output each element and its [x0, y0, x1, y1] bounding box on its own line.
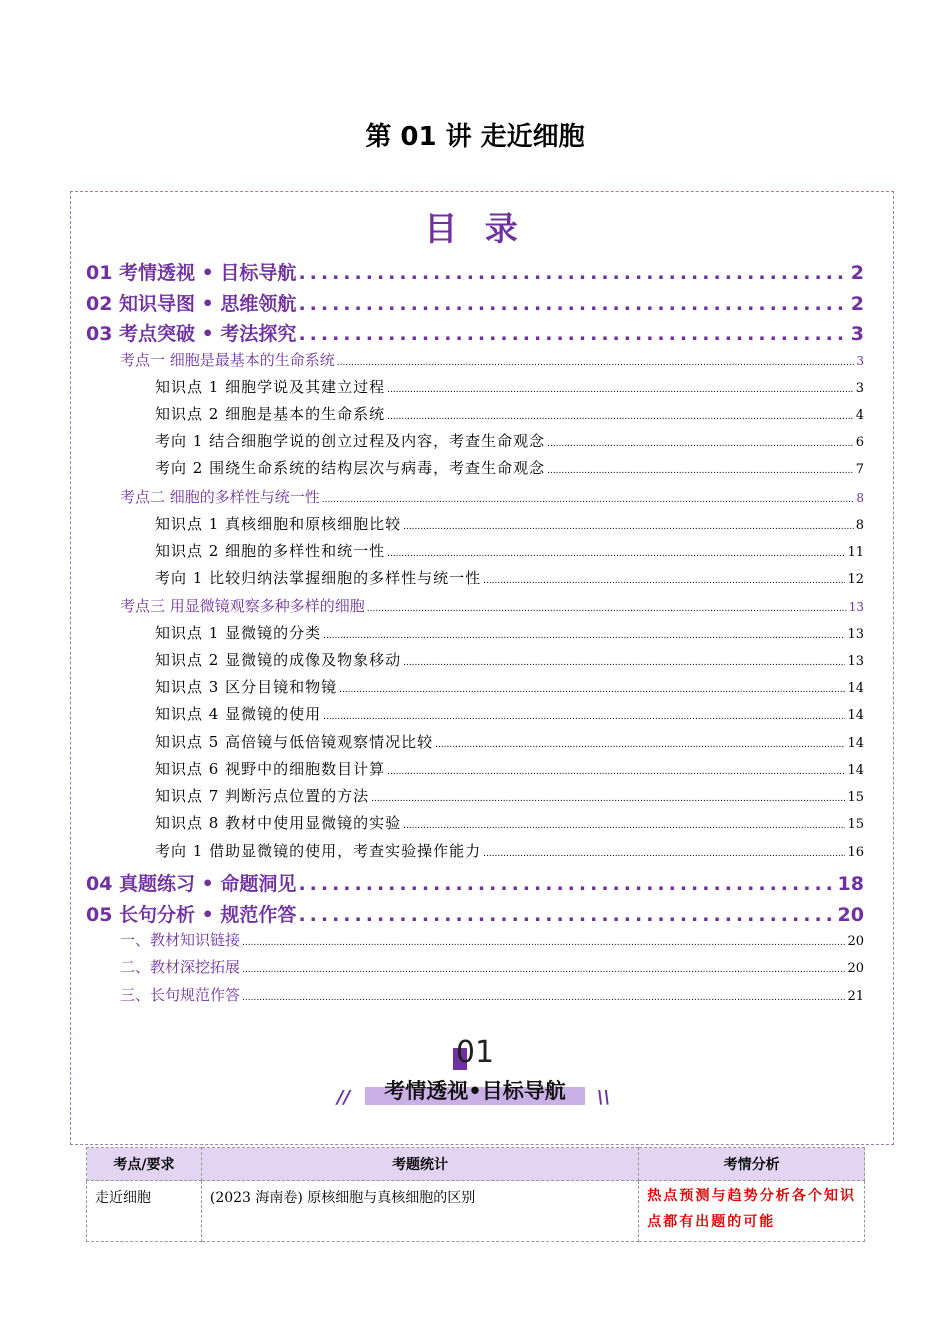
section-badge — [335, 1035, 615, 1115]
page-title: 第 01 讲 走近细胞 — [365, 122, 585, 152]
toc-leader-dots — [337, 358, 855, 368]
toc-entry-page: 15 — [847, 817, 864, 832]
toc-entry-label: 02 知识导图 • 思维领航 — [86, 293, 297, 315]
toc-leader-dots — [322, 495, 855, 505]
header-analysis: 考情分析 — [639, 1148, 865, 1181]
toc-leader-dots — [387, 412, 854, 422]
section-number: 01 — [455, 1035, 495, 1070]
cell-analysis: 热点预测与趋势分析各个知识点都有出题的可能 — [639, 1181, 865, 1242]
toc-entry-label: 知识点 2 细胞的多样性和统一性 — [155, 542, 386, 560]
toc-entry-page: 13 — [847, 627, 864, 642]
toc-entry[interactable] — [120, 486, 864, 512]
toc-entry[interactable] — [155, 430, 864, 456]
toc-entry[interactable] — [86, 258, 864, 288]
toc-leader-dots — [483, 849, 845, 859]
toc-leader-dots — [298, 904, 835, 926]
toc-leader-dots — [367, 604, 847, 614]
toc-entry-label: 一、教材知识链接 — [120, 931, 241, 949]
toc-entry-label: 知识点 1 真核细胞和原核细胞比较 — [155, 515, 402, 533]
toc-entry-page: 13 — [848, 600, 864, 614]
toc-leader-dots — [242, 938, 845, 948]
toc-entry-page: 3 — [856, 354, 864, 368]
cell-stat: (2023 海南卷) 原核细胞与真核细胞的区别 — [201, 1181, 638, 1242]
toc-entry-label: 考向 1 借助显微镜的使用，考查实验操作能力 — [155, 842, 482, 860]
toc-entry-label: 知识点 1 细胞学说及其建立过程 — [155, 378, 386, 396]
toc-leader-dots — [323, 712, 845, 722]
toc-entry-label: 考点二 细胞的多样性与统一性 — [120, 488, 320, 506]
toc-entry-label: 知识点 2 细胞是基本的生命系统 — [155, 405, 386, 423]
toc-entry-page: 14 — [847, 763, 864, 778]
toc-entry-label: 知识点 6 视野中的细胞数目计算 — [155, 760, 386, 778]
toc-leader-dots — [298, 873, 835, 895]
toc-leader-dots — [403, 522, 854, 532]
toc-leader-dots — [403, 821, 845, 831]
toc-entry[interactable] — [155, 513, 864, 539]
toc-entry-page: 20 — [837, 904, 864, 926]
header-stat: 考题统计 — [201, 1148, 638, 1181]
toc-entry-label: 知识点 5 高倍镜与低倍镜观察情况比较 — [155, 733, 434, 751]
toc-entry-label: 考向 1 结合细胞学说的创立过程及内容，考查生命观念 — [155, 432, 546, 450]
toc-leader-dots — [371, 794, 845, 804]
toc-entry-label: 知识点 2 显微镜的成像及物象移动 — [155, 651, 402, 669]
toc-leader-dots — [403, 658, 845, 668]
section-title: 考情透视•目标导航 — [384, 1079, 566, 1103]
cell-point: 走近细胞 — [87, 1181, 202, 1242]
toc-entry-page: 2 — [850, 293, 864, 315]
toc-entry-label: 考点一 细胞是最基本的生命系统 — [120, 351, 335, 369]
toc-leader-dots — [435, 740, 845, 750]
toc-leader-dots — [387, 549, 845, 559]
toc-entry-page: 3 — [850, 323, 864, 345]
toc-entry[interactable] — [86, 289, 864, 319]
toc-entry-page: 3 — [855, 381, 864, 396]
toc-entry[interactable] — [120, 349, 864, 375]
toc-leader-dots — [242, 965, 845, 975]
toc-entry[interactable] — [155, 540, 864, 566]
toc-leader-dots — [547, 439, 854, 449]
toc-leader-dots — [339, 685, 845, 695]
toc-entry[interactable] — [155, 840, 864, 866]
toc-entry[interactable] — [120, 929, 864, 955]
toc-entry-page: 21 — [847, 989, 864, 1004]
toc-entry[interactable] — [86, 869, 864, 899]
toc-entry-page: 16 — [847, 845, 864, 860]
toc-leader-dots — [547, 466, 854, 476]
toc-entry-label: 知识点 3 区分目镜和物镜 — [155, 678, 338, 696]
toc-entry-page: 14 — [847, 681, 864, 696]
toc-entry-page: 8 — [856, 491, 864, 505]
toc-heading: 目 录 — [424, 209, 526, 248]
toc-entry[interactable] — [120, 595, 864, 621]
toc-leader-dots — [483, 576, 845, 586]
toc-entry-label: 03 考点突破 • 考法探究 — [86, 323, 297, 345]
toc-leader-dots — [298, 262, 848, 284]
toc-entry-label: 三、长句规范作答 — [120, 986, 241, 1004]
toc-leader-dots — [323, 631, 845, 641]
toc-leader-dots — [298, 293, 848, 315]
toc-entry-label: 考向 2 围绕生命系统的结构层次与病毒，考查生命观念 — [155, 459, 546, 477]
toc-entry-label: 01 考情透视 • 目标导航 — [86, 262, 297, 284]
toc-entry[interactable] — [155, 676, 864, 702]
toc-entry-label: 04 真题练习 • 命题洞见 — [86, 873, 297, 895]
toc-entry[interactable] — [155, 376, 864, 402]
toc-entry-label: 知识点 8 教材中使用显微镜的实验 — [155, 814, 402, 832]
toc-leader-dots — [298, 323, 848, 345]
toc-entry-page: 15 — [847, 790, 864, 805]
toc-entry[interactable] — [155, 703, 864, 729]
header-point: 考点/要求 — [87, 1148, 202, 1181]
toc-entry-page: 2 — [850, 262, 864, 284]
toc-entry[interactable] — [155, 812, 864, 838]
toc-entry[interactable] — [120, 956, 864, 982]
toc-entry-page: 4 — [855, 408, 864, 423]
toc-entry-label: 知识点 1 显微镜的分类 — [155, 624, 322, 642]
toc-entry[interactable] — [155, 622, 864, 648]
toc-entry[interactable] — [86, 319, 864, 349]
toc-entry-page: 12 — [847, 572, 864, 587]
toc-entry-page: 14 — [847, 736, 864, 751]
toc-leader-dots — [242, 993, 845, 1003]
toc-entry-page: 14 — [847, 708, 864, 723]
toc-entry-label: 考点三 用显微镜观察多种多样的细胞 — [120, 597, 365, 615]
toc-entry[interactable] — [155, 649, 864, 675]
toc-leader-dots — [387, 385, 854, 395]
toc-leader-dots — [387, 767, 845, 777]
toc-entry[interactable] — [155, 567, 864, 593]
toc-entry-label: 知识点 4 显微镜的使用 — [155, 705, 322, 723]
exam-analysis-table — [86, 1147, 865, 1242]
toc-entry[interactable] — [86, 900, 864, 930]
toc-entry-page: 6 — [855, 435, 864, 450]
slash-left-decoration: // — [337, 1087, 351, 1108]
toc-entry-label: 知识点 7 判断污点位置的方法 — [155, 787, 370, 805]
toc-entry[interactable] — [155, 457, 864, 483]
toc-entry-page: 20 — [847, 934, 864, 949]
slash-right-decoration: \\ — [597, 1087, 611, 1108]
toc-entry-label: 考向 1 比较归纳法掌握细胞的多样性与统一性 — [155, 569, 482, 587]
toc-entry-label: 二、教材深挖拓展 — [120, 958, 241, 976]
table-header-row — [87, 1148, 865, 1181]
toc-entry[interactable] — [155, 758, 864, 784]
toc-entry-page: 13 — [847, 654, 864, 669]
toc-entry[interactable] — [155, 785, 864, 811]
toc-entry-page: 11 — [847, 545, 864, 560]
toc-entry-label: 05 长句分析 • 规范作答 — [86, 904, 297, 926]
toc-entry-page: 18 — [837, 873, 864, 895]
toc-entry[interactable] — [120, 984, 864, 1010]
toc-entry[interactable] — [155, 403, 864, 429]
toc-entry-page: 7 — [855, 462, 864, 477]
toc-entry-page: 20 — [847, 961, 864, 976]
toc-entry[interactable] — [155, 731, 864, 757]
table-row — [87, 1181, 865, 1242]
toc-entry-page: 8 — [855, 518, 864, 533]
